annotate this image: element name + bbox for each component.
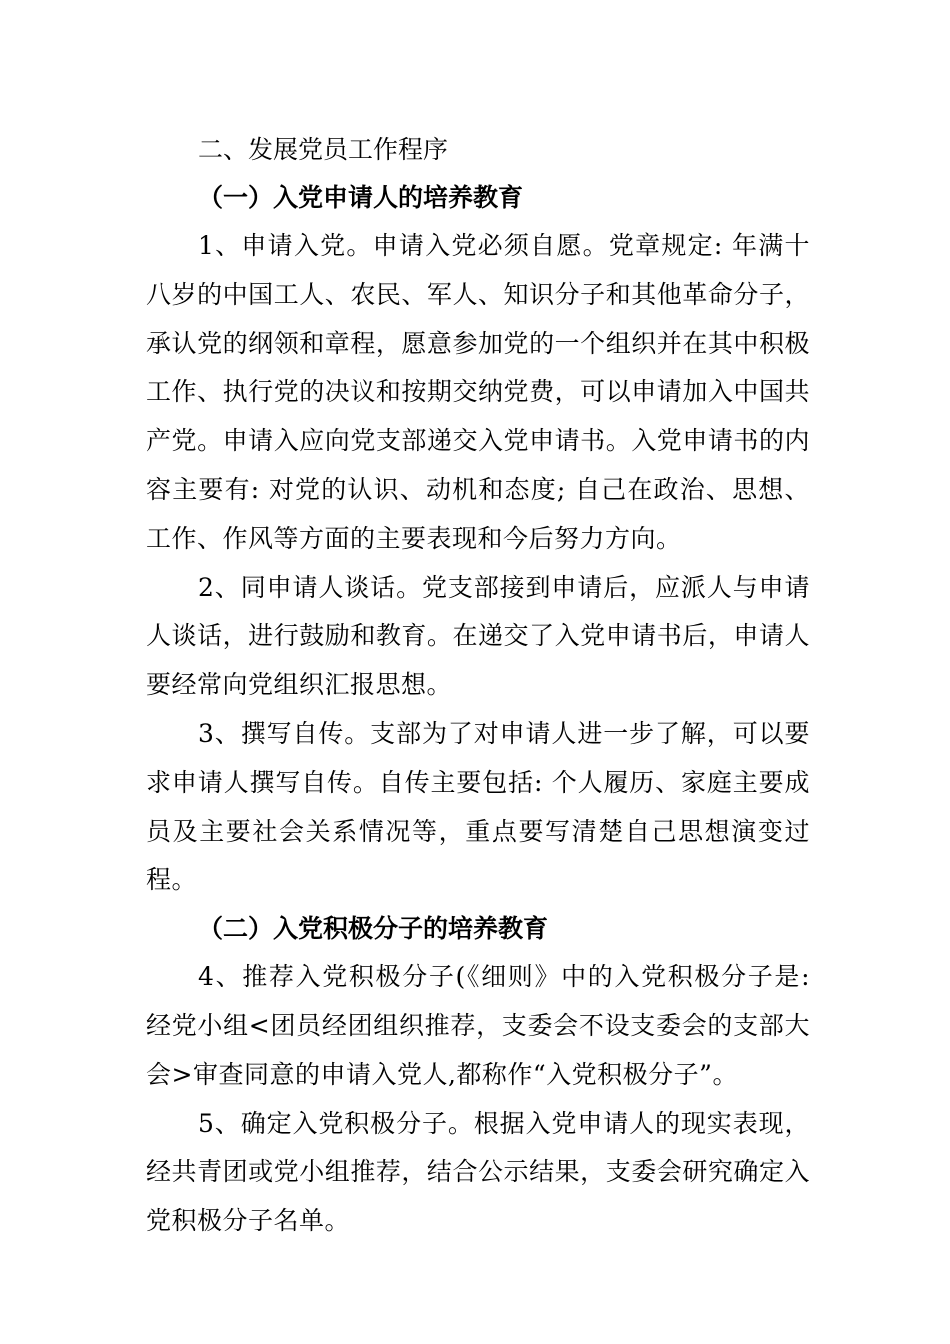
subsection-title-2: （二）入党积极分子的培养教育 <box>198 914 549 944</box>
paragraph-4: 4、推荐入党积极分子(《细则》中的入党积极分子是: 经党小组<团员经团组织推荐，支委会不设支委会的支部大会>审查同意的申请入党人,都称作“入党积极分子”。 <box>146 962 810 1089</box>
paragraph-5: 5、确定入党积极分子。根据入党申请人的现实表现，经共青团或党小组推荐，结合公示结果，支委会研究确定入党积极分子名单。 <box>146 1108 810 1236</box>
paragraph-3: 3、撰写自传。支部为了对申请人进一步了解，可以要求申请人撰写自传。自传主要包括: 个人履历、家庭主要成员及主要社会关系情况等，重点要写清楚自己思想演变过程。 <box>146 718 810 895</box>
section-title: 二、发展党员工作程序 <box>198 135 449 164</box>
subsection-title-1: （一）入党申请人的培养教育 <box>198 183 524 212</box>
document-body <box>146 126 810 1246</box>
paragraph-2: 2、同申请人谈话。党支部接到申请后，应派人与申请人谈话，进行鼓励和教育。在递交了入党申请书后，申请人要经常向党组织汇报思想。 <box>146 572 810 700</box>
paragraph-1: 1、申请入党。申请入党必须自愿。党章规定: 年满十八岁的中国工人、农民、军人、知识分子和其他革命分子，承认党的纲领和章程，愿意参加党的一个组织并在其中积极工作、执行党的决议和按期交纳党费，可以申请加入中国共产党。申请入应向党支部递交入党申请书。入党申请书的内容主要有: 对党的认识、动机和态度; 自己在政治、思想、工作、作风等方面的主要表现和今后努力方向。 <box>146 231 810 553</box>
